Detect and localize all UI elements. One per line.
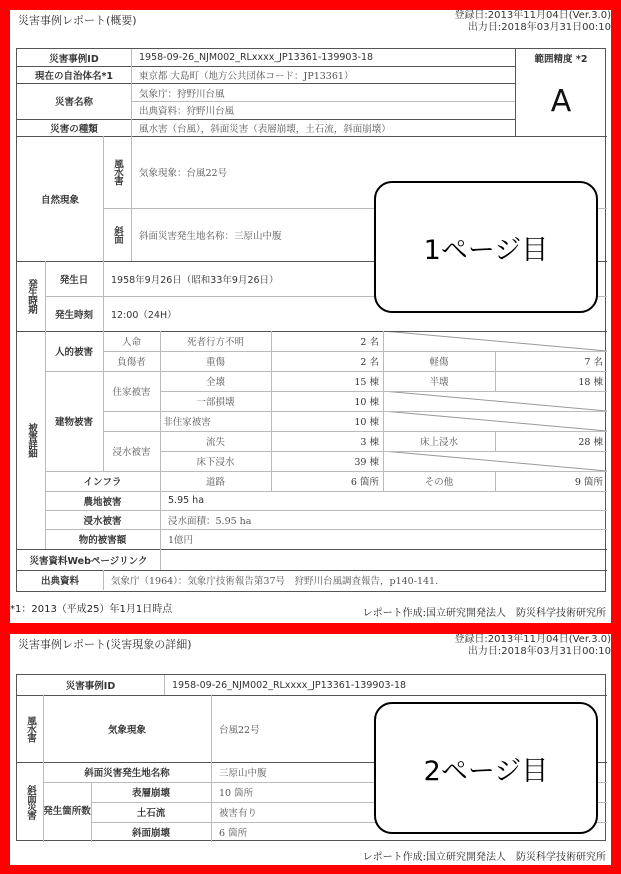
minor-injury-value: 7 名 xyxy=(584,357,603,368)
nature-wind-flood-value: 気象現象：台風22号 xyxy=(139,168,228,179)
grid-line xyxy=(495,351,496,391)
summary-table xyxy=(16,48,606,592)
serious-injury-label: 重傷 xyxy=(205,357,225,368)
non-house-damage-label: 非住家被害 xyxy=(163,417,211,428)
grid-line xyxy=(103,351,607,352)
p2-wind-flood-label: 風水害 xyxy=(25,715,36,742)
grid-line xyxy=(131,49,132,261)
municipality-value: 東京都 大島町（地方公共団体コード：JP13361） xyxy=(139,70,354,82)
grid-line xyxy=(515,49,516,136)
p2-id-label: 災害事例ID xyxy=(65,681,116,692)
p2-weather-label: 気象現象 xyxy=(107,724,146,736)
p2-surface-collapse-label: 表層崩壊 xyxy=(131,788,170,799)
occurrence-date-label: 発生日 xyxy=(59,274,89,286)
property-damage-cost-label: 物的被害額 xyxy=(78,535,127,546)
nature-slope-value: 斜面災害発生地名称：三原山中腹 xyxy=(139,230,282,242)
grid-line xyxy=(45,471,607,472)
house-damage-label: 住家被害 xyxy=(112,387,151,398)
page2-output-date: 出力日:2018年03月31日00:10 xyxy=(467,646,611,657)
empty-cell-diagonal xyxy=(383,331,607,351)
grid-line xyxy=(383,331,384,491)
occurrence-date-value: 1958年9月26日（昭和33年9月26日） xyxy=(111,274,279,286)
grid-line xyxy=(17,570,607,571)
washed-away-value: 3 棟 xyxy=(360,437,379,448)
grid-line xyxy=(160,331,161,570)
occurrence-time-label: 発生時刻 xyxy=(54,309,93,321)
grid-line xyxy=(103,136,104,261)
p2-weather-value: 台風22号 xyxy=(219,724,260,736)
disaster-name-label: 災害名称 xyxy=(54,97,93,108)
other-value: 9 箇所 xyxy=(574,477,603,488)
fully-destroyed-label: 全壊 xyxy=(205,377,225,388)
web-link-value[interactable] xyxy=(160,549,607,570)
partially-damaged-value: 10 棟 xyxy=(354,397,379,408)
p2-occurrence-count-label: 発生箇所数 xyxy=(43,806,91,817)
grid-line xyxy=(45,261,46,549)
farmland-damage-value: 5.95 ha xyxy=(168,495,205,506)
p2-debris-flow-value: 被害有り xyxy=(219,808,258,819)
occurrence-time-value: 12:00（24H） xyxy=(111,309,177,321)
above-floor-flooding-value: 28 棟 xyxy=(578,437,603,448)
building-damage-label: 建物被害 xyxy=(54,417,93,428)
half-destroyed-label: 半壊 xyxy=(429,377,449,388)
p2-slope-place-label: 斜面災害発生地名称 xyxy=(84,768,170,779)
occurrence-period-label: 発生時期 xyxy=(26,279,37,313)
p2-slope-place-value: 三原山中腹 xyxy=(219,768,267,779)
page-1-callout: 1ページ目 xyxy=(374,181,598,313)
damage-details-label: 被害詳細 xyxy=(26,423,37,457)
disaster-name-source: 出典資料：狩野川台風 xyxy=(139,105,235,117)
natural-phenomena-label: 自然現象 xyxy=(40,194,79,206)
range-accuracy-label: 範囲精度 *2 xyxy=(534,53,588,65)
grid-line xyxy=(17,136,607,137)
road-label: 道路 xyxy=(205,477,225,488)
grid-line xyxy=(103,261,104,471)
inundation-damage-label: 浸水被害 xyxy=(83,515,122,527)
injured-label: 負傷者 xyxy=(117,357,146,368)
human-damage-label: 人的被害 xyxy=(54,347,93,358)
range-accuracy-value: A xyxy=(550,83,572,119)
empty-cell-diagonal xyxy=(383,411,607,431)
report-page-1 xyxy=(10,10,611,623)
grid-line xyxy=(103,570,104,590)
page2-registered-date: 登録日:2013年11月04日(Ver.3.0) xyxy=(454,634,611,645)
inundation-damage-value: 浸水面積：5.95 ha xyxy=(168,515,252,527)
page1-output-date: 出力日:2018年03月31日00:10 xyxy=(467,22,611,33)
grid-line xyxy=(495,431,496,451)
disaster-type-value: 風水害（台風），斜面災害（表層崩壊，土石流，斜面崩壊） xyxy=(139,123,391,135)
below-floor-flooding-value: 39 棟 xyxy=(354,457,379,468)
page1-footer-author: レポート作成:国立研究開発法人 防災科学技術研究所 xyxy=(362,608,606,619)
page1-registered-date: 登録日:2013年11月04日(Ver.3.0) xyxy=(454,10,611,21)
non-house-damage-value: 10 棟 xyxy=(354,417,379,428)
web-link-label: 災害資料Webページリンク xyxy=(29,555,148,567)
id-value: 1958-09-26_NJM002_RLxxxx_JP13361-139903-18 xyxy=(139,52,374,63)
grid-line xyxy=(131,101,515,102)
fully-destroyed-value: 15 棟 xyxy=(354,377,379,388)
serious-injury-value: 2 名 xyxy=(360,357,379,368)
grid-line xyxy=(495,471,496,491)
p2-slope-failure-value: 6 箇所 xyxy=(219,828,248,839)
footnote: *1：2013（平成25）年1月1日時点 xyxy=(10,604,173,615)
below-floor-flooding-label: 床下浸水 xyxy=(196,457,235,468)
washed-away-label: 流失 xyxy=(205,437,225,448)
empty-cell-diagonal xyxy=(383,391,607,411)
p2-id-value: 1958-09-26_NJM002_RLxxxx_JP13361-139903-18 xyxy=(172,679,407,691)
nature-slope-label: 斜面 xyxy=(112,226,123,243)
source-label: 出典資料 xyxy=(40,576,79,587)
grid-line xyxy=(45,510,607,511)
road-value: 6 箇所 xyxy=(350,477,379,488)
grid-line xyxy=(43,695,44,842)
disaster-type-label: 災害の種類 xyxy=(50,123,98,135)
partially-damaged-label: 一部損壊 xyxy=(196,397,235,408)
empty-cell-diagonal xyxy=(383,451,607,471)
grid-line xyxy=(45,491,607,492)
page2-title: 災害事例レポート(災害現象の詳細) xyxy=(18,638,192,651)
dead-missing-value: 2 名 xyxy=(360,337,379,348)
minor-injury-label: 軽傷 xyxy=(429,357,449,368)
disaster-name-jma: 気象庁：狩野川台風 xyxy=(139,88,225,100)
grid-line xyxy=(17,695,607,696)
id-label: 災害事例ID xyxy=(49,53,99,65)
grid-line xyxy=(91,782,92,842)
farmland-damage-label: 農地被害 xyxy=(83,496,122,508)
grid-line xyxy=(103,411,607,412)
dead-missing-label: 死者行方不明 xyxy=(186,337,244,348)
grid-line xyxy=(45,529,607,530)
infrastructure-label: インフラ xyxy=(83,477,122,488)
page1-title: 災害事例レポート(概要) xyxy=(18,14,137,27)
above-floor-flooding-label: 床上浸水 xyxy=(419,437,458,448)
grid-line xyxy=(17,549,607,550)
nature-wind-flood-label: 風水害 xyxy=(112,159,123,185)
other-label: その他 xyxy=(424,477,454,488)
grid-line xyxy=(17,331,607,332)
grid-line xyxy=(17,66,515,67)
life-label: 人命 xyxy=(121,337,141,348)
grid-line xyxy=(45,371,607,372)
report-page-2 xyxy=(10,634,611,865)
grid-line xyxy=(271,331,272,491)
source-value: 気象庁（1964）：気象庁技術報告第37号 狩野川台風調査報告，p140-141. xyxy=(111,576,439,587)
property-damage-cost-value: 1億円 xyxy=(168,535,194,546)
page2-footer-author: レポート作成:国立研究開発法人 防災科学技術研究所 xyxy=(362,852,606,863)
p2-surface-collapse-value: 10 箇所 xyxy=(219,788,254,799)
flood-damage-label: 浸水被害 xyxy=(112,447,151,458)
grid-line xyxy=(17,83,515,84)
p2-debris-flow-label: 土石流 xyxy=(136,808,166,819)
municipality-label: 現在の自治体名*1 xyxy=(34,70,114,82)
p2-slope-disaster-label: 斜面災害 xyxy=(25,785,36,819)
grid-line xyxy=(17,119,515,120)
grid-line xyxy=(164,675,165,695)
grid-line xyxy=(103,431,607,432)
grid-line xyxy=(211,695,212,842)
half-destroyed-value: 18 棟 xyxy=(578,377,603,388)
page-2-callout: 2ページ目 xyxy=(374,702,598,834)
p2-slope-failure-label: 斜面崩壊 xyxy=(131,828,170,839)
